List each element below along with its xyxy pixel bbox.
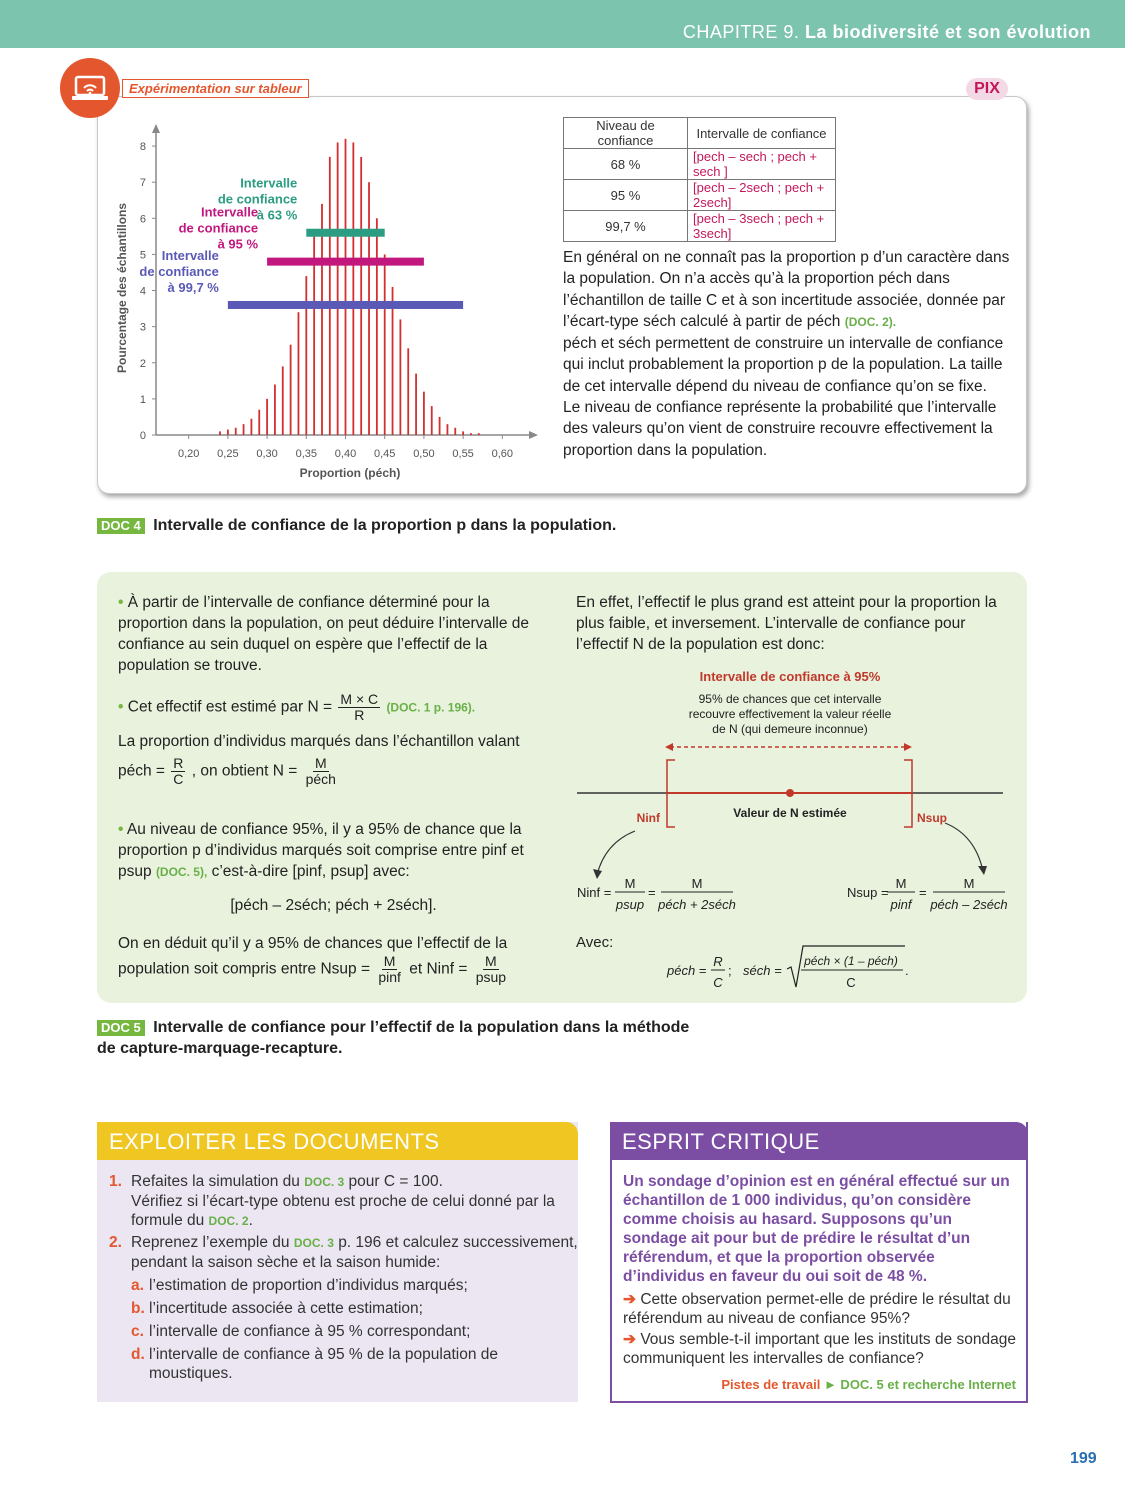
numerator: M × C	[340, 691, 379, 707]
table-cell-interval: [pech – 2sech ; pech + 2sech]	[688, 180, 836, 211]
sub-exercise-item	[97, 1345, 578, 1383]
doc4-paragraph-1: En général on ne connaît pas la proportion p d’un caractère dans la population. On n’a accès qu’à la proportion péch dans l’échantillon de taille C et à son incertitude associée, donnée par l’écart-type séch calculé à partir de péch	[563, 249, 1010, 330]
exercise-text: Refaites la simulation du	[131, 1173, 300, 1190]
doc5-interval-formula: [péch – 2séch; péch + 2séch].	[230, 897, 437, 914]
exploit-documents-box	[97, 1122, 578, 1402]
chapter-header	[683, 22, 1091, 43]
esprit-question	[623, 1330, 1018, 1368]
sub-letter: b.	[131, 1300, 145, 1317]
interval-label: à 63 %	[256, 207, 298, 223]
table-row	[564, 180, 836, 211]
doc-reference: (DOC. 2).	[844, 314, 897, 329]
bullet-icon: •	[118, 821, 124, 838]
arrow-right-icon: ➔	[623, 1291, 636, 1308]
y-tick-label: 5	[139, 249, 146, 262]
numerator: M	[314, 755, 327, 771]
arrowhead-left-icon	[665, 743, 673, 751]
interval-label: de confiance	[217, 191, 298, 207]
bar	[360, 157, 362, 435]
esprit-title: ESPRIT CRITIQUE	[622, 1129, 820, 1154]
bar	[392, 287, 394, 435]
doc4-paragraph-3: Le niveau de confiance représente la probabilité que l’intervalle des valeurs qu’on vient de construire recouvre effectivement la proportion dans la population.	[563, 399, 997, 459]
sub-text: l’incertitude associée à cette estimation;	[149, 1300, 423, 1317]
doc-reference: DOC. 3	[293, 1236, 334, 1250]
denominator: péch	[305, 771, 336, 787]
doc-reference: (DOC. 5),	[155, 865, 208, 879]
doc5-line: La proportion d’individus marqués dans l’échantillon valant	[118, 733, 520, 750]
question-text: Cette observation permet-elle de prédire le résultat du référendum au niveau de confiance 95%?	[623, 1291, 1011, 1327]
numerator: M	[485, 953, 497, 969]
exercise-number: 1.	[109, 1173, 122, 1190]
numerator: R	[173, 755, 184, 771]
doc-reference: DOC. 2	[208, 1214, 249, 1228]
doc-reference: DOC. 3	[304, 1175, 345, 1189]
bar	[258, 410, 260, 435]
formula-part: séch =	[743, 963, 782, 978]
y-tick-label: 3	[139, 321, 146, 334]
sub-letter: a.	[131, 1277, 144, 1294]
arrow-right-icon: ➔	[623, 1331, 636, 1348]
doc5-bullet-1	[118, 592, 549, 676]
numerator: M	[383, 953, 396, 969]
ninf-label: Ninf	[636, 811, 660, 825]
doc5-caption-text: de capture-marquage-recapture.	[97, 1040, 343, 1057]
doc5-conclusion	[118, 933, 549, 985]
formula-part: C	[713, 975, 723, 990]
fraction	[376, 954, 403, 985]
bar	[447, 424, 449, 435]
bar	[431, 406, 433, 435]
sub-letter: c.	[131, 1323, 144, 1340]
formula-part: péch + 2séch	[658, 897, 736, 912]
exercise-list	[97, 1172, 578, 1383]
bar	[439, 417, 441, 435]
doc-tag: DOC 5	[97, 1020, 145, 1036]
sub-exercise-item	[97, 1322, 578, 1341]
interval-bar	[306, 229, 384, 237]
bar	[282, 366, 284, 435]
confidence-diagram	[575, 663, 1010, 998]
formula-part: péch – 2séch	[930, 897, 1008, 912]
interval-label: Intervalle	[240, 175, 298, 191]
formula-part: péch =	[667, 963, 707, 978]
avec-label: Avec:	[576, 934, 614, 951]
question-text: Vous semble-t-il important que les instituts de sondage communiquent les intervalles de confiance?	[623, 1331, 1016, 1367]
formula-part: Nsup =	[847, 885, 889, 900]
doc4-paragraph-2: péch et séch permettent de construire un intervalle de confiance qui inclut probablement la proportion p de la population. La taille de cet intervalle dépend du niveau de confiance qu’on se fixe.	[563, 335, 1004, 395]
table-cell-interval: [pech – 3sech ; pech + 3sech]	[688, 211, 836, 242]
spreadsheet-icon	[60, 58, 120, 118]
x-axis-label: Proportion (péch)	[299, 466, 401, 480]
bar	[274, 384, 276, 435]
x-tick-label: 0,20	[177, 448, 200, 460]
y-axis-label: Pourcentage des échantillons	[115, 202, 129, 374]
conclusion-text: On en déduit qu’il y a 95% de chances que l’effectif de la population soit compris entre Nsup =	[118, 935, 508, 978]
exercise-text: Vérifiez si l’écart-type obtenu est proche de celui donné par la formule du	[131, 1193, 555, 1229]
exercise-text: p. 196 et calculez successivement, pendant la saison sèche et la saison humide:	[131, 1234, 578, 1271]
denominator: R	[354, 707, 365, 723]
esprit-critique-box	[610, 1122, 1028, 1403]
interval-label: de confiance	[139, 263, 219, 279]
page-number: 199	[1070, 1450, 1097, 1467]
formula-part: =	[919, 885, 927, 900]
exercise-item	[97, 1233, 578, 1272]
curved-arrow	[945, 823, 983, 871]
bullet-text: À partir de l’intervalle de confiance déterminé pour la proportion dans la population, on peut déduire l’intervalle de confiance au sein duquel on espère que l’effectif de la population se trouve.	[118, 594, 530, 674]
work-tracks-label: Pistes de travail	[721, 1377, 821, 1392]
bar	[266, 399, 268, 435]
exercise-text: pour C = 100.	[348, 1173, 443, 1190]
denominator: pinf	[378, 969, 401, 985]
table-cell-level: 95 %	[564, 180, 688, 211]
bar	[352, 142, 354, 435]
formula-part: =	[648, 885, 656, 900]
x-tick-label: 0,30	[256, 448, 278, 460]
bar	[235, 428, 237, 435]
bar	[305, 276, 307, 435]
fraction	[171, 756, 185, 787]
x-tick-label: 0,25	[217, 448, 239, 460]
formula-text: , on obtient N =	[191, 762, 298, 780]
formula-part: M	[691, 876, 703, 891]
bar	[423, 392, 425, 435]
bar	[470, 433, 472, 435]
y-tick-label: 2	[139, 357, 146, 370]
doc4-explanation	[563, 247, 1013, 461]
diagram-subtitle-line: de N (qui demeure inconnue)	[712, 722, 868, 736]
doc4-caption-text: Intervalle de confiance de la proportion p dans la population.	[153, 517, 617, 534]
formula-part: M	[895, 876, 907, 891]
bar	[407, 348, 409, 435]
fraction	[338, 692, 380, 723]
bar	[329, 157, 331, 435]
table-cell-level: 68 %	[564, 149, 688, 180]
table-row	[564, 149, 836, 180]
bar	[321, 204, 323, 435]
curved-arrow	[597, 831, 635, 875]
x-tick-label: 0,55	[452, 448, 474, 460]
formula-part: C	[846, 975, 856, 990]
x-tick-label: 0,40	[334, 448, 357, 460]
doc5-formula-line	[118, 756, 549, 787]
chapter-title: La biodiversité et son évolution	[804, 22, 1091, 42]
formula-part: péch × (1 – péch)	[804, 954, 898, 968]
interval-bar	[228, 301, 463, 309]
x-axis-arrow-icon	[529, 431, 538, 439]
fraction	[304, 756, 338, 787]
bar	[219, 431, 221, 435]
y-tick-label: 1	[139, 393, 146, 406]
x-tick-label: 0,60	[491, 448, 514, 460]
estimate-point	[786, 789, 794, 797]
bar	[243, 424, 245, 435]
experiment-label: Expérimentation sur tableur	[122, 79, 309, 98]
arrowhead-down-icon	[593, 869, 602, 879]
table-cell-level: 99,7 %	[564, 211, 688, 242]
esprit-header	[610, 1122, 1028, 1160]
chapter-number: CHAPITRE 9.	[682, 22, 800, 42]
distribution-chart	[110, 118, 550, 488]
formula-part: M	[963, 876, 975, 891]
arrowhead-down-icon	[978, 866, 987, 875]
formula-part: Ninf =	[577, 885, 612, 900]
denominator: C	[173, 771, 184, 787]
bar	[290, 345, 292, 435]
doc5-bullet-3	[118, 819, 549, 883]
y-tick-label: 0	[139, 430, 146, 442]
sub-exercise-item	[97, 1276, 578, 1295]
exercise-text: .	[248, 1212, 253, 1229]
interval-label: Intervalle	[200, 204, 259, 220]
confidence-table	[563, 117, 836, 242]
exploit-title: EXPLOITER LES DOCUMENTS	[109, 1129, 440, 1154]
bar	[399, 319, 401, 435]
bar	[298, 312, 300, 435]
table-cell-interval: [pech – sech ; pech + sech ]	[688, 149, 836, 180]
bullet-text: Au niveau de confiance 95%, il y a 95% de chance que la proportion p d’individus marqués soit comprise entre pinf et psup	[118, 821, 524, 880]
arrowhead-right-icon	[904, 743, 912, 751]
bar	[345, 139, 347, 435]
bar	[462, 431, 464, 435]
bar	[337, 142, 339, 435]
formula-part: .	[905, 963, 909, 978]
exercise-item	[97, 1172, 578, 1231]
diagram-subtitle-line: 95% de chances que cet intervalle	[698, 692, 882, 706]
sub-exercise-item	[97, 1299, 578, 1318]
bullet-text: c’est-à-dire [pinf, psup] avec:	[211, 863, 410, 880]
bar	[376, 218, 378, 435]
exploit-header	[97, 1122, 578, 1160]
y-tick-label: 4	[139, 285, 146, 298]
formula-text: péch =	[118, 762, 165, 780]
x-tick-label: 0,50	[413, 448, 435, 460]
sub-text: l’intervalle de confiance à 95 % de la population de moustiques.	[149, 1346, 498, 1382]
interval-label: de confiance	[178, 220, 259, 236]
table-row	[564, 211, 836, 242]
formula-part: psup	[615, 897, 645, 912]
pix-badge: PIX	[966, 78, 1008, 100]
bar	[313, 236, 315, 435]
estimate-label: Valeur de N estimée	[733, 806, 847, 820]
bar	[251, 419, 253, 435]
sub-letter: d.	[131, 1346, 145, 1363]
sub-text: l’intervalle de confiance à 95 % correspondant;	[149, 1323, 471, 1340]
bullet-text: Cet effectif est estimé par N =	[127, 698, 333, 716]
conclusion-text: et Ninf =	[409, 960, 468, 978]
y-tick-label: 7	[139, 177, 146, 190]
interval-bar	[267, 258, 424, 266]
doc5-caption-text: Intervalle de confiance pour l’effectif de la population dans la méthode	[153, 1019, 690, 1036]
doc-reference: (DOC. 1 p. 196).	[386, 700, 476, 715]
bullet-icon: •	[118, 594, 124, 611]
esprit-question	[623, 1290, 1018, 1328]
formula-part: M	[624, 876, 636, 891]
bullet-icon: •	[118, 698, 124, 716]
x-tick-label: 0,45	[373, 448, 396, 460]
formula-part: pinf	[890, 897, 912, 912]
doc5-right-intro: En effet, l’effectif le plus grand est atteint pour la proportion la plus faible, et inversement. L’intervalle de confiance pour l’effectif N de la population est donc:	[576, 594, 997, 653]
doc5-caption	[97, 1017, 689, 1059]
table-header: Niveau de confiance	[564, 118, 688, 149]
exercise-number: 2.	[109, 1234, 122, 1251]
bar	[454, 428, 456, 435]
work-tracks	[721, 1377, 1016, 1392]
interval-label: à 99,7 %	[167, 279, 219, 295]
y-tick-label: 8	[139, 141, 146, 154]
interval-label: Intervalle	[161, 247, 219, 263]
diagram-title: Intervalle de confiance à 95%	[699, 669, 881, 684]
bar	[478, 433, 480, 435]
table-header: Intervalle de confiance	[688, 118, 836, 149]
bar	[227, 430, 229, 435]
work-tracks-ref: ► DOC. 5 et recherche Internet	[823, 1377, 1016, 1392]
y-axis-arrow-icon	[152, 124, 160, 133]
x-tick-label: 0,35	[295, 448, 318, 460]
doc5-bullet-2	[118, 692, 549, 723]
bar	[384, 254, 386, 435]
formula-part: ;	[728, 963, 732, 978]
doc4-caption	[97, 515, 616, 536]
fraction	[474, 954, 508, 985]
doc-tag: DOC 4	[97, 518, 145, 534]
diagram-subtitle-line: recouvre effectivement la valeur réelle	[688, 707, 892, 721]
nsup-label: Nsup	[917, 811, 947, 825]
interval-label: à 95 %	[217, 236, 259, 252]
bar	[415, 374, 417, 435]
esprit-intro: Un sondage d’opinion est en général effectué sur un échantillon de 1 000 individus, qu’on considère comme choisis au hasard. Supposons qu’un sondage ait pour but de prédire le résultat d’un référendum, et que la proportion observée d’individus en faveur du oui soit de 48 %.	[623, 1173, 1010, 1285]
formula-part: R	[713, 954, 723, 969]
table-header-row	[564, 118, 836, 149]
y-tick-label: 6	[139, 213, 146, 226]
denominator: psup	[475, 969, 507, 985]
sub-text: l’estimation de proportion d’individus marqués;	[149, 1277, 468, 1294]
exercise-text: Reprenez l’exemple du	[131, 1234, 290, 1251]
